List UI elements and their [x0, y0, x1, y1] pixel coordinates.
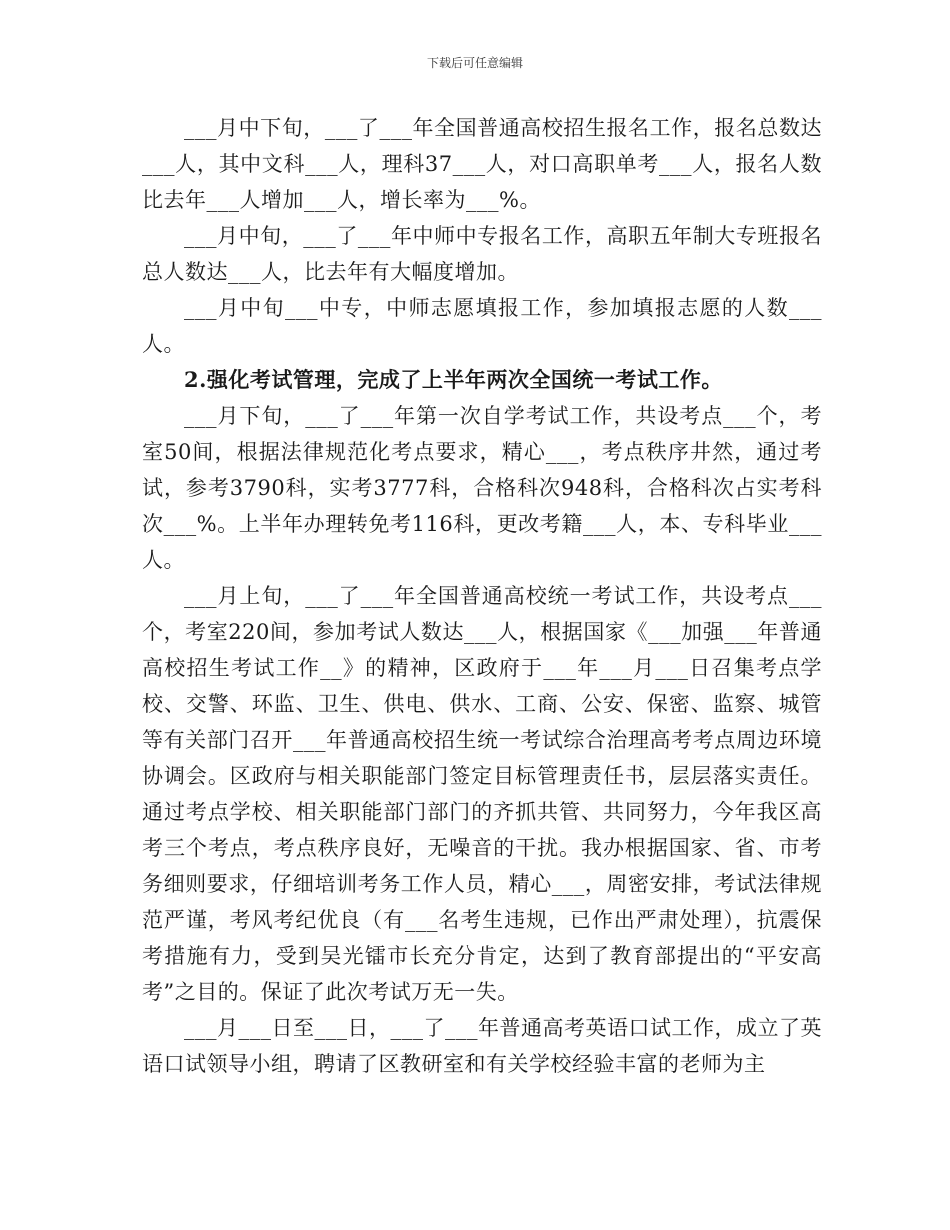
- section-heading: 2.强化考试管理，完成了上半年两次全国统一考试工作。: [184, 367, 723, 392]
- paragraph-vocational-registration: ___月中旬，___了___年中师中专报名工作，高职五年制大专班报名总人数达___人，比去年有大幅度增加。: [142, 224, 822, 284]
- document-body: [142, 110, 822, 1082]
- paragraph-self-study-exam: ___月下旬，___了___年第一次自学考试工作，共设考点___个，考室50间，根据法律规范化考点要求，精心___，考点秩序井然，通过考试，参考3790科，实考3777科，合格科次948科，合格科次占实考科次___%。上半年办理转免考116科，更改考籍___人，本、专科毕业___人。: [142, 404, 822, 572]
- paragraph-registration: ___月中下旬，___了___年全国普通高校招生报名工作，报名总数达___人，其中文科___人，理科37___人，对口高职单考___人，报名人数比去年___人增加___人，增长率为___%。: [142, 116, 822, 212]
- page-header: 下载后可任意编辑: [426, 56, 523, 70]
- paragraph-college-entrance-exam: ___月上旬，___了___年全国普通高校统一考试工作，共设考点___个，考室220间，参加考试人数达___人，根据国家《___加强___年普通高校招生考试工作__》的精神，区政府于___年___月___日召集考点学校、交警、环监、卫生、供电、供水、工商、公安、保密、监察、城管等有关部门召开___年普通高校招生统一考试综合治理高考考点周边环境协调会。区政府与相关职能部门签定目标管理责任书，层层落实责任。通过考点学校、相关职能部门部门的齐抓共管、共同努力，今年我区高考三个考点，考点秩序良好，无噪音的干扰。我办根据国家、省、市考务细则要求，仔细培训考务工作人员，精心___，周密安排，考试法律规范严谨，考风考纪优良（有___名考生违规，已作出严肃处理），抗震保考措施有力，受到吴光镭市长充分肯定，达到了教育部提出的“平安高考”之目的。保证了此次考试万无一失。: [142, 584, 822, 1004]
- paragraph-english-oral-exam: ___月___日至___日，___了___年普通高考英语口试工作，成立了英语口试领导小组，聘请了区教研室和有关学校经验丰富的老师为主: [142, 1016, 822, 1076]
- paragraph-volunteer-filling: ___月中旬___中专，中师志愿填报工作，参加填报志愿的人数___人。: [142, 296, 822, 356]
